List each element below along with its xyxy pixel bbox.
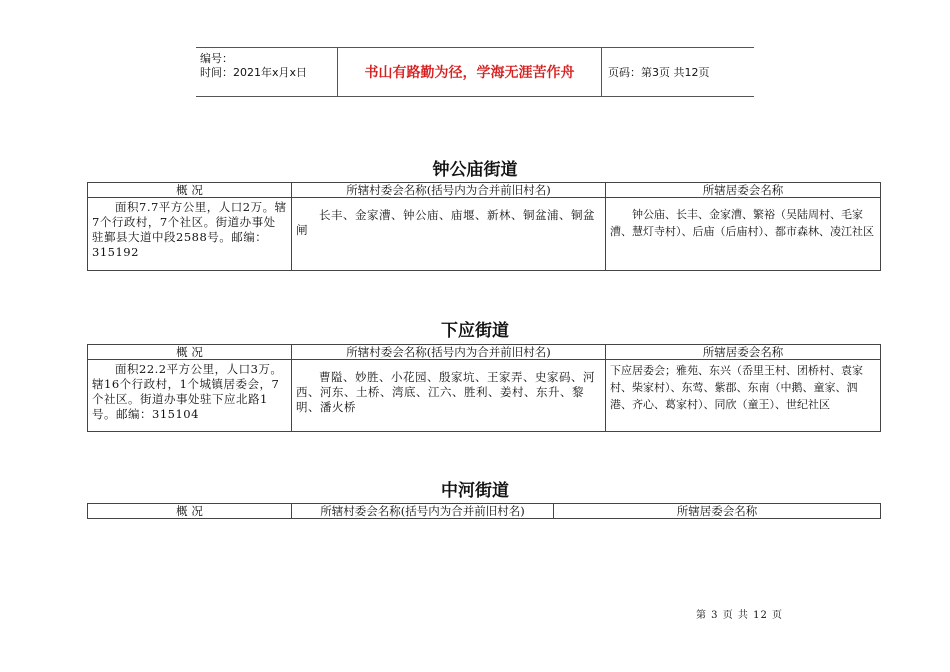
overview-cell: 面积7.7平方公里，人口2万。辖7个行政村，7个社区。街道办事处驻鄞县大道中段2588号。邮编：315192 bbox=[88, 198, 292, 271]
col-villages: 所辖村委会名称(括号内为合并前旧村名) bbox=[292, 345, 606, 360]
section-title-zhonggongmiao: 钟公庙街道 bbox=[432, 160, 518, 180]
table-zhonggongmiao bbox=[87, 182, 881, 271]
table-header-row bbox=[88, 183, 881, 198]
villages-cell: 长丰、金家漕、钟公庙、庙堰、新林、铜盆浦、铜盆闸 bbox=[292, 198, 606, 271]
table-row bbox=[88, 360, 881, 432]
col-overview: 概 况 bbox=[88, 345, 292, 360]
residents-cell: 下应居委会；雅苑、东兴（岙里王村、团桥村、袁家村、柴家村）、东莺、紫郡、东南（中鹅、童家、泗港、齐心、葛家村）、同欣（童王）、世纪社区 bbox=[606, 360, 881, 432]
section-title-xiaying: 下应街道 bbox=[441, 321, 509, 341]
number-label: 编号： bbox=[200, 52, 233, 65]
col-overview: 概 况 bbox=[88, 504, 292, 519]
table-xiaying bbox=[87, 344, 881, 432]
header-motto: 书山有路勤为径，学海无涯苦作舟 bbox=[338, 48, 602, 96]
overview-cell: 面积22.2平方公里，人口3万。辖16个行政村，1个城镇居委会，7个社区。街道办事处驻下应北路1号。邮编：315104 bbox=[88, 360, 292, 432]
col-overview: 概 况 bbox=[88, 183, 292, 198]
section-title-zhonghe: 中河街道 bbox=[441, 481, 509, 501]
col-residents: 所辖居委会名称 bbox=[606, 345, 881, 360]
header-page-number: 页码：第3页 共12页 bbox=[608, 66, 710, 79]
time-label: 时间：2021年x月x日 bbox=[200, 66, 308, 79]
villages-cell: 曹隘、妙胜、小花园、殷家坑、王家弄、史家码、河西、河东、土桥、湾底、江六、胜利、姜村、东升、黎明、潘火桥 bbox=[292, 360, 606, 432]
col-residents: 所辖居委会名称 bbox=[554, 504, 881, 519]
page-footer: 第 3 页 共 12 页 bbox=[696, 610, 783, 621]
table-header-row bbox=[88, 504, 881, 519]
table-zhonghe bbox=[87, 503, 881, 519]
col-villages: 所辖村委会名称(括号内为合并前旧村名) bbox=[292, 183, 606, 198]
col-villages: 所辖村委会名称(括号内为合并前旧村名) bbox=[292, 504, 554, 519]
header-meta bbox=[196, 48, 338, 96]
col-residents: 所辖居委会名称 bbox=[606, 183, 881, 198]
residents-cell: 钟公庙、长丰、金家漕、繁裕（吴陆周村、毛家漕、慧灯寺村）、后庙（后庙村）、都市森林、凌江社区 bbox=[606, 198, 881, 271]
table-row bbox=[88, 198, 881, 271]
table-header-row bbox=[88, 345, 881, 360]
page-header bbox=[196, 47, 754, 97]
